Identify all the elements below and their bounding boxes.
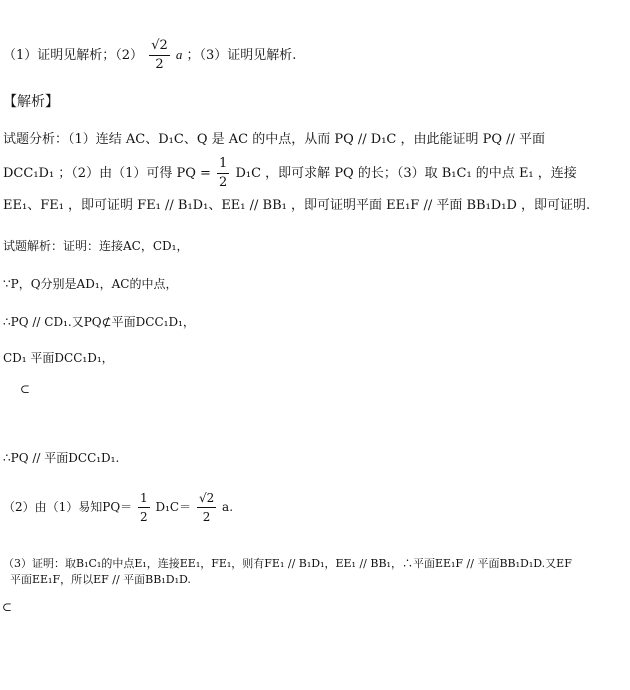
answer-part3: ；（3）证明见解析.	[186, 48, 297, 63]
answer-fraction	[149, 38, 170, 73]
analysis-line-2-end: D₁C ，即可求解 PQ 的长；（3）取 B₁C₁ 的中点 E₁ ，连接	[235, 166, 577, 181]
solution-line-8: 平面EE₁F，所以EF // 平面BB₁D₁D.	[10, 573, 191, 586]
analysis-line-3: EE₁、FE₁ ，即可证明 FE₁ // B₁D₁、EE₁ // BB₁ ，即可证明平面 EE₁F // 平面 BB₁D₁D ，即可证明.	[3, 198, 591, 213]
solution-line-6-start: （2）由（1）易知PQ＝	[3, 500, 133, 514]
solution-fraction-2-denominator: 2	[202, 510, 211, 524]
analysis-fraction-denominator: 2	[219, 175, 228, 190]
solution-fraction-1	[138, 490, 150, 525]
answer-variable: a	[175, 47, 183, 62]
solution-line-3: ∴PQ // CD₁.又PQ⊄平面DCC₁D₁，	[3, 315, 195, 329]
solution-line-4: CD₁ 平面DCC₁D₁，	[3, 351, 114, 365]
solution-line-6-end: a.	[222, 500, 234, 514]
analysis-fraction-numerator: 1	[217, 156, 229, 174]
analysis-line-1: 试题分析：（1）连结 AC、D₁C、Q 是 AC 的中点，从而 PQ // D₁C ，由此能证明 PQ // 平面	[3, 132, 546, 147]
solution-line-6	[3, 490, 233, 525]
analysis-heading: 【解析】	[3, 94, 59, 110]
subset-symbol: ⊂	[20, 382, 31, 396]
subset-symbol-2: ⊂	[2, 600, 13, 614]
solution-line-5: ∴PQ // 平面DCC₁D₁.	[3, 451, 120, 465]
analysis-line-2	[3, 156, 577, 191]
analysis-fraction	[217, 156, 229, 191]
solution-fraction-1-denominator: 2	[140, 510, 148, 524]
solution-fraction-1-numerator: 1	[138, 490, 150, 508]
answer-line	[3, 38, 296, 73]
solution-line-6-middle: D₁C＝	[155, 500, 192, 514]
solution-line-2: ∵P，Q分别是AD₁，AC的中点，	[3, 277, 178, 291]
solution-line-7: （3）证明：取B₁C₁的中点E₁，连接EE₁，FE₁，则有FE₁ // B₁D₁，EE₁ // BB₁，∴平面EE₁F // 平面BB₁D₁D.又EF	[3, 557, 572, 570]
solution-fraction-2	[197, 490, 216, 525]
solution-fraction-2-numerator: √2	[197, 490, 216, 508]
answer-fraction-denominator: 2	[155, 57, 164, 72]
answer-fraction-numerator: √2	[149, 38, 170, 56]
analysis-line-2-start: DCC₁D₁ ；（2）由（1）可得 PQ =	[3, 166, 211, 181]
solution-line-1: 试题解析：证明：连接AC，CD₁，	[3, 239, 189, 253]
answer-part1: （1）证明见解析；（2）	[3, 48, 144, 63]
